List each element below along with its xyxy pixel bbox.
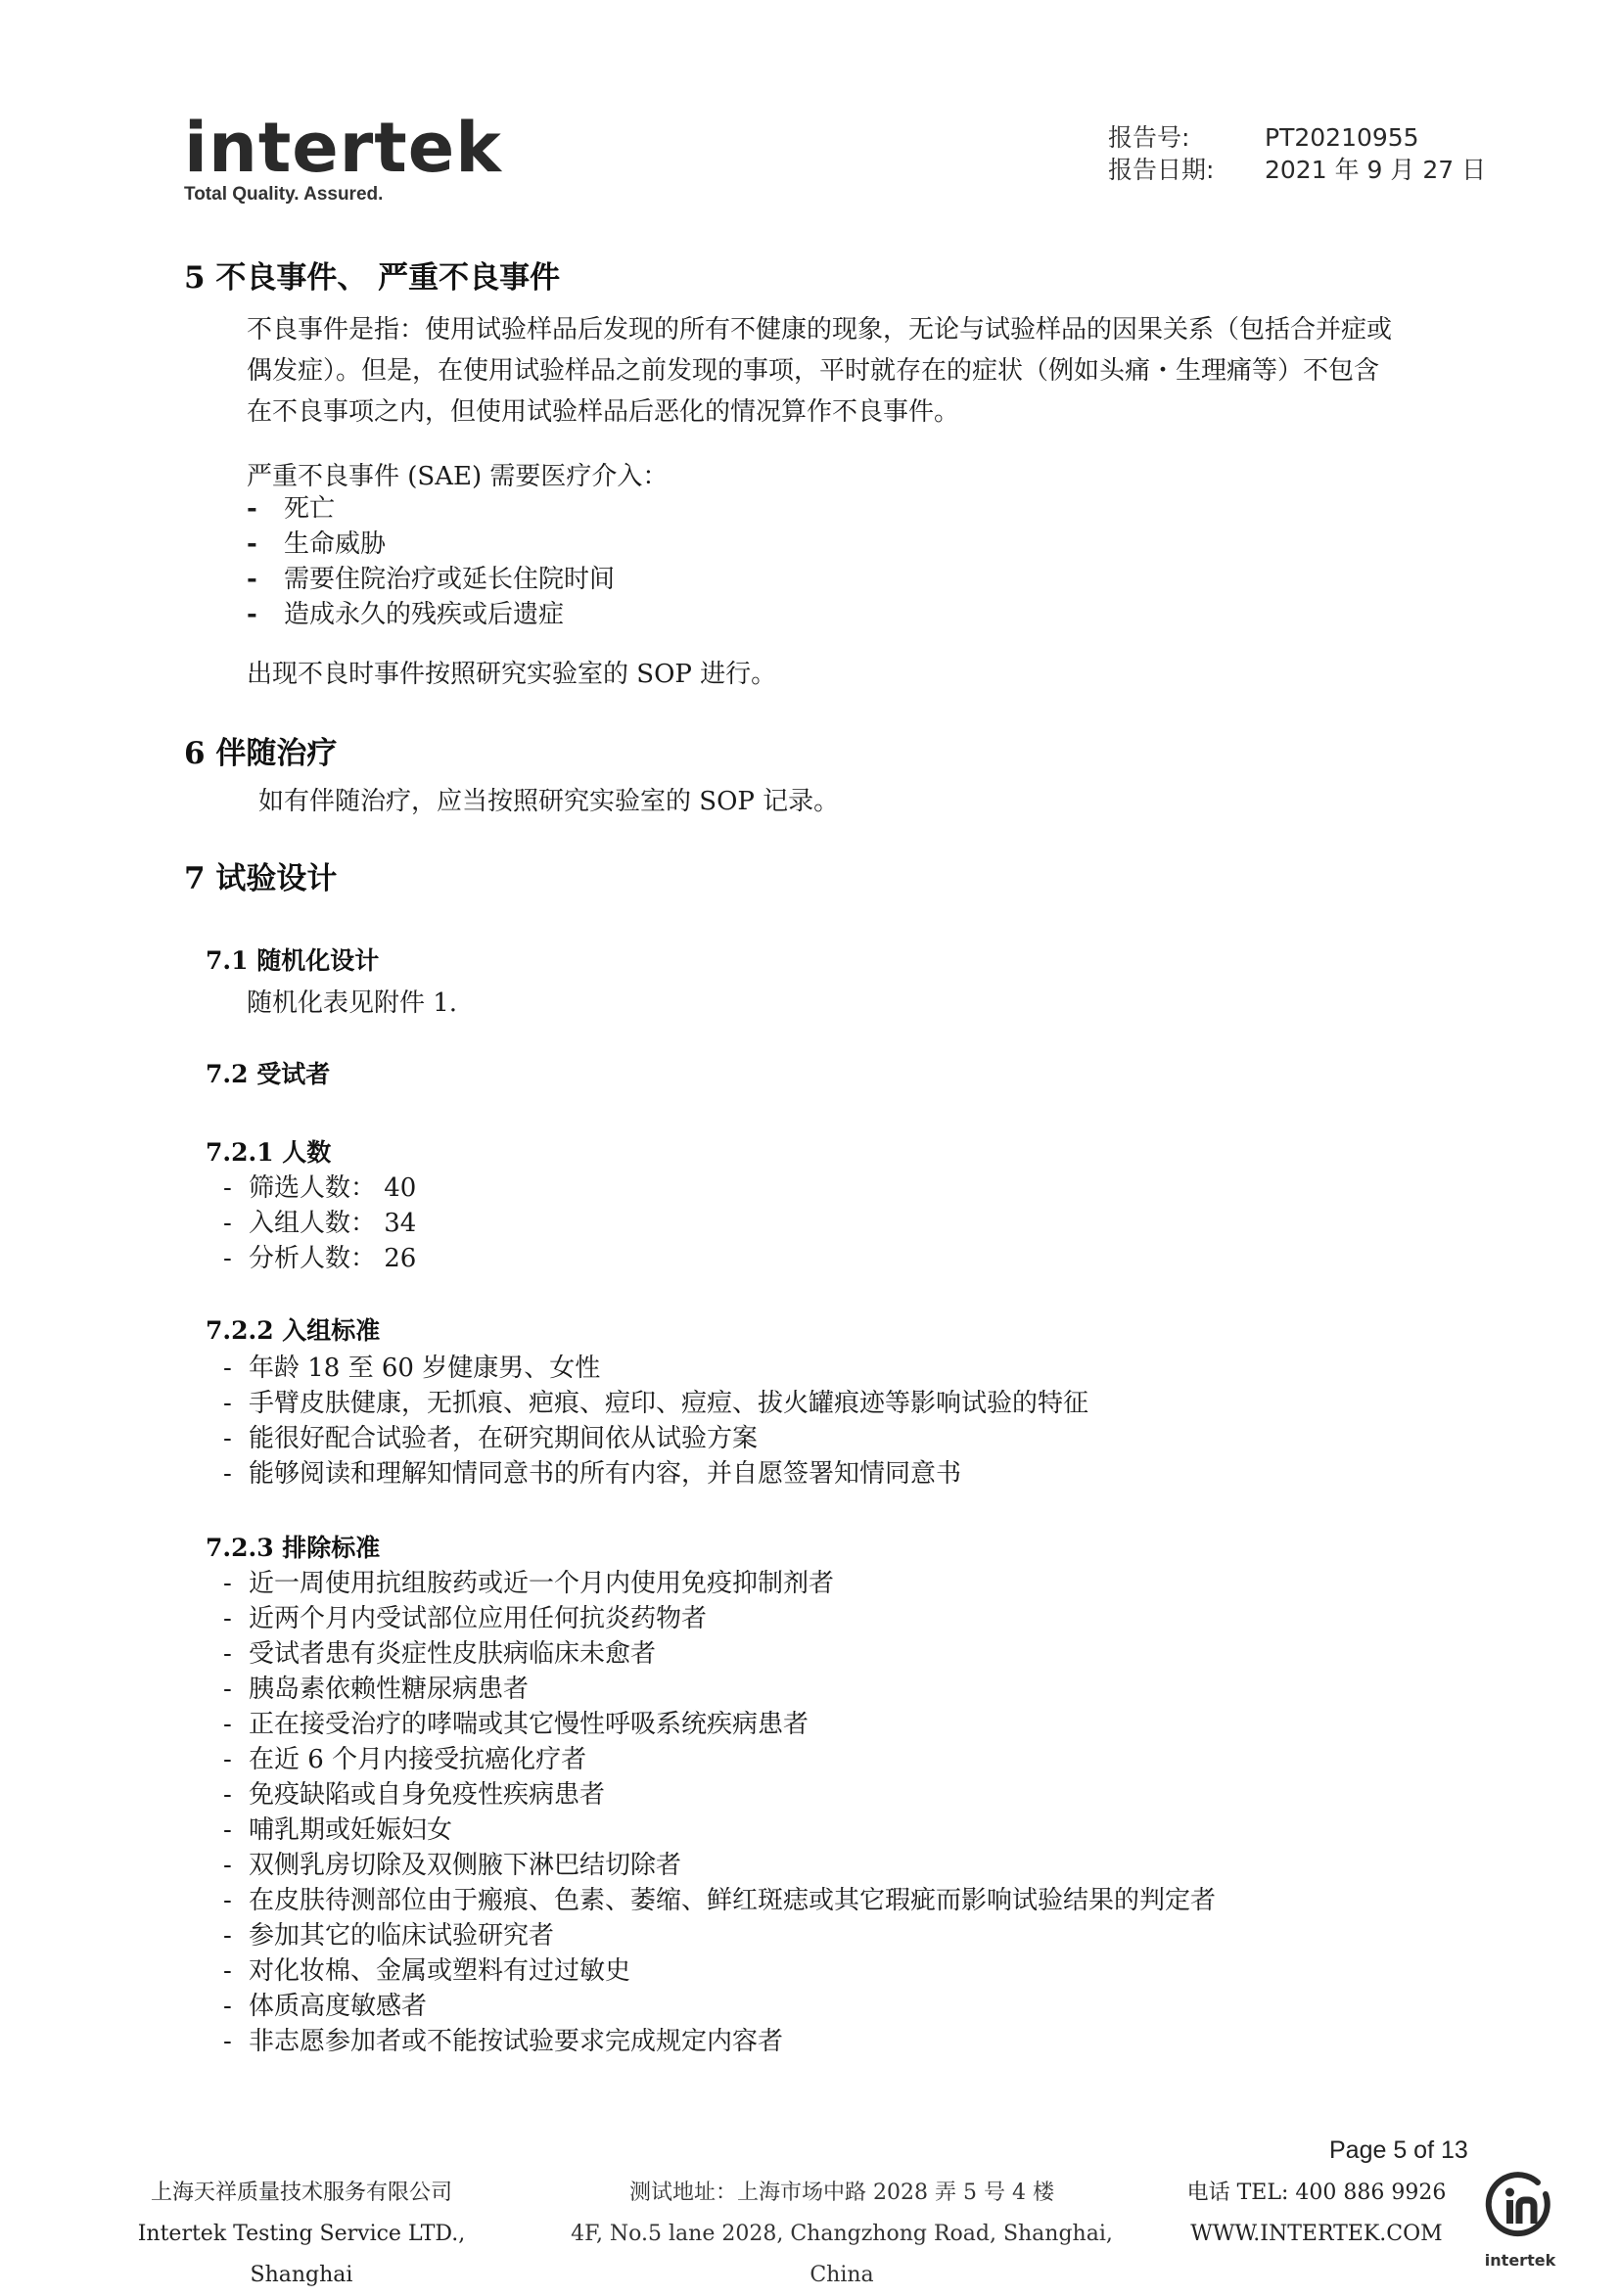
sae-intro: 严重不良事件 (SAE) 需要医疗介入：	[247, 462, 669, 491]
report-number-label: 报告号:	[1108, 123, 1190, 152]
list-item: - 分析人数： 26	[223, 1244, 417, 1273]
list-item: - 死亡	[247, 494, 336, 524]
sop-closing-text: 出现不良时事件按照研究实验室的 SOP 进行。	[247, 660, 777, 689]
company-name-en: Intertek Testing Service LTD., Shanghai	[137, 2222, 466, 2287]
list-item: - 正在接受治疗的哮喘或其它慢性呼吸系统疾病患者	[223, 1710, 810, 1739]
list-item: - 对化妆棉、金属或塑料有过过敏史	[223, 1956, 631, 1986]
company-name-cn: 上海天祥质量技术服务有限公司	[150, 2181, 452, 2205]
report-date-value: 2021 年 9 月 27 日	[1265, 156, 1487, 184]
list-item: - 能很好配合试验者，在研究期间依从试验方案	[223, 1424, 759, 1453]
list-item: - 近两个月内受试部位应用任何抗炎药物者	[223, 1604, 708, 1633]
logo-wordmark: intertek	[184, 108, 502, 188]
page-number: Page 5 of 13	[1329, 2136, 1468, 2164]
section-7-1-heading: 7.1 随机化设计	[206, 946, 380, 975]
address-cn: 测试地址：上海市场中路 2028 弄 5 号 4 楼	[629, 2181, 1054, 2205]
intertek-badge	[1480, 2171, 1560, 2270]
list-item: - 入组人数： 34	[223, 1209, 417, 1238]
section-7-2-1-heading: 7.2.1 人数	[206, 1138, 332, 1167]
list-item: - 年龄 18 至 60 岁健康男、女性	[223, 1354, 601, 1383]
section-6-text: 如有伴随治疗，应当按照研究实验室的 SOP 记录。	[258, 787, 840, 816]
exclusion-criteria-list	[223, 1566, 1216, 2059]
list-item: - 参加其它的临床试验研究者	[223, 1921, 555, 1951]
section-7-2-2-heading: 7.2.2 入组标准	[206, 1316, 381, 1345]
definition-line-3: 在不良事项之内，但使用试验样品后恶化的情况算作不良事件。	[247, 397, 960, 427]
telephone: 电话 TEL: 400 886 9926	[1186, 2181, 1447, 2205]
adverse-event-definition	[247, 309, 1490, 433]
section-7-2-heading: 7.2 受试者	[206, 1060, 331, 1088]
logo-tagline: Total Quality. Assured.	[184, 184, 384, 205]
list-item: - 筛选人数： 40	[223, 1173, 417, 1203]
list-item: - 在皮肤待测部位由于瘢痕、色素、萎缩、鲜红斑痣或其它瑕疵而影响试验结果的判定者	[223, 1886, 1217, 1915]
report-date-label: 报告日期:	[1108, 156, 1215, 184]
list-item: - 体质高度敏感者	[223, 1992, 428, 2021]
section-7-2-3-heading: 7.2.3 排除标准	[206, 1534, 381, 1562]
footer-contact	[1175, 2173, 1458, 2255]
inclusion-criteria-list	[223, 1351, 1088, 1492]
list-item: - 在近 6 个月内接受抗癌化疗者	[223, 1745, 587, 1774]
definition-line-2: 偶发症）。但是，在使用试验样品之前发现的事项，平时就存在的症状（例如头痛・生理痛等）不包含	[247, 356, 1380, 386]
sae-list	[247, 491, 615, 632]
badge-wordmark: intertek	[1484, 2251, 1556, 2270]
list-item: - 免疫缺陷或自身免疫性疾病患者	[223, 1780, 606, 1810]
section-7-heading: 7 试验设计	[184, 861, 338, 896]
intertek-circle-icon	[1483, 2171, 1557, 2245]
list-item: - 哺乳期或妊娠妇女	[223, 1815, 453, 1845]
list-item: - 受试者患有炎症性皮肤病临床未愈者	[223, 1639, 657, 1669]
section-6-heading: 6 伴随治疗	[184, 736, 338, 771]
address-en: 4F, No.5 lane 2028, Changzhong Road, Shanghai, China	[571, 2222, 1113, 2287]
footer-company	[106, 2173, 497, 2296]
report-meta	[1108, 121, 1486, 186]
definition-line-1: 不良事件是指：使用试验样品后发现的所有不健康的现象，无论与试验样品的因果关系（包括合并症或	[247, 315, 1393, 344]
section-7-1-text: 随机化表见附件 1.	[247, 988, 458, 1018]
list-item: - 生命威胁	[247, 529, 387, 559]
list-item: - 近一周使用抗组胺药或近一个月内使用免疫抑制剂者	[223, 1569, 835, 1598]
list-item: - 需要住院治疗或延长住院时间	[247, 565, 616, 594]
subject-count-list	[223, 1171, 416, 1276]
list-item: - 胰岛素依赖性糖尿病患者	[223, 1675, 530, 1704]
report-number-value: PT20210955	[1265, 123, 1419, 152]
section-5-heading: 5 不良事件、 严重不良事件	[184, 260, 561, 296]
list-item: - 能够阅读和理解知情同意书的所有内容，并自愿签署知情同意书	[223, 1459, 962, 1489]
website: WWW.INTERTEK.COM	[1190, 2222, 1443, 2246]
footer-address	[548, 2173, 1135, 2296]
list-item: - 造成永久的残疾或后遗症	[247, 600, 565, 629]
list-item: - 双侧乳房切除及双侧腋下淋巴结切除者	[223, 1851, 682, 1880]
list-item: - 非志愿参加者或不能按试验要求完成规定内容者	[223, 2027, 784, 2056]
company-logo	[184, 110, 502, 206]
list-item: - 手臂皮肤健康，无抓痕、疤痕、痘印、痘痘、拔火罐痕迹等影响试验的特征	[223, 1389, 1089, 1418]
